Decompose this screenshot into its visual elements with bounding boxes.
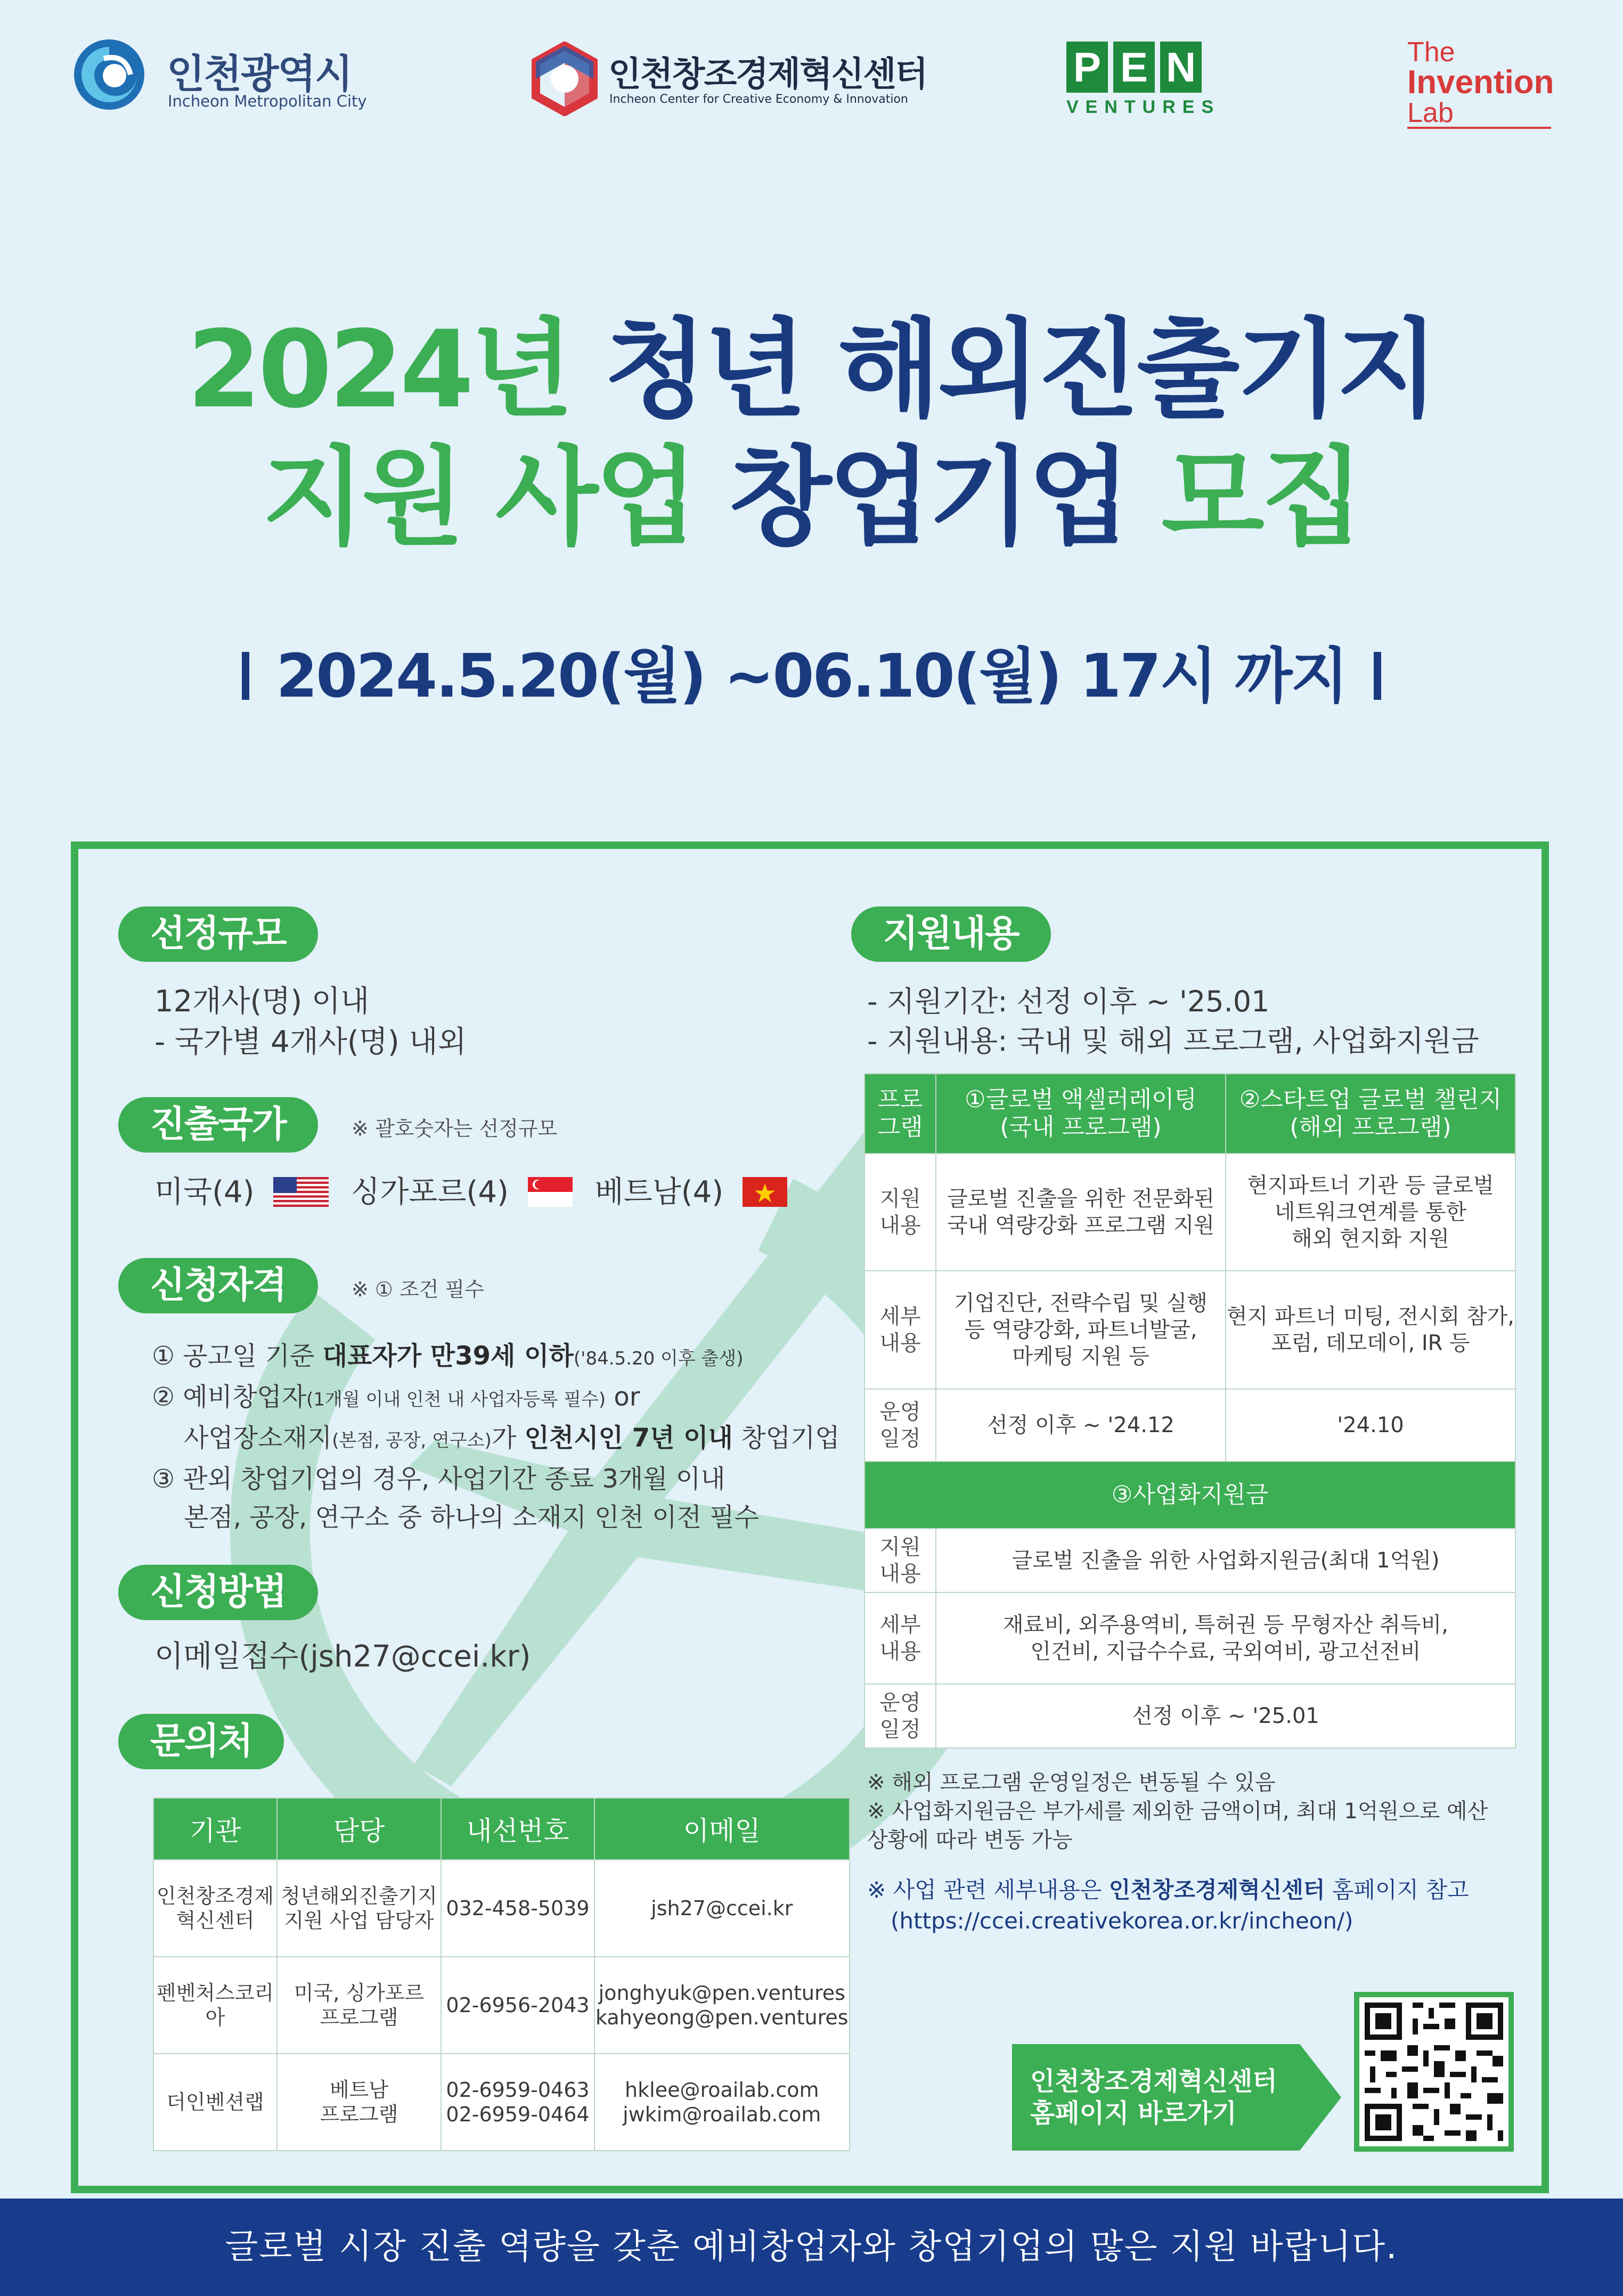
- contact-person: [277, 1957, 441, 2054]
- selection-line1: 12개사(명) 이내: [154, 984, 370, 1019]
- contact-phone: [441, 2054, 594, 2151]
- contact-table-header-row: [153, 1798, 850, 1860]
- reference-emphasis: 인천창조경제혁신센터: [1108, 1877, 1325, 1903]
- support-program-table: [864, 1073, 1516, 1748]
- cell-line: 마케팅 지원 등: [1012, 1344, 1149, 1369]
- cell-line: 지원 사업 담당자: [284, 1909, 434, 1932]
- contact-header-person: 담당: [277, 1798, 441, 1860]
- eligibility-small: (1개월 이내 인천 내 사업자등록 필수): [306, 1389, 606, 1410]
- cell-line: 운영: [879, 1690, 921, 1715]
- button-line: 홈페이지 바로가기: [1030, 2098, 1237, 2128]
- cell-line: 기업진단, 전략수립 및 실행: [954, 1291, 1208, 1315]
- ccei-hexagon-icon: [527, 42, 602, 116]
- title-line2-a: 지원 사업: [262, 436, 695, 560]
- contact-person: [277, 2054, 441, 2151]
- eligibility-text: 창업기업: [732, 1423, 840, 1453]
- footnote-line: 상황에 따라 변동 가능: [867, 1828, 1073, 1852]
- table-row: [864, 1154, 1515, 1271]
- cell-line: 더인벤션랩: [166, 2090, 264, 2114]
- reference-url[interactable]: (https://ccei.creativekorea.or.kr/incheon/): [891, 1908, 1353, 1934]
- cell-line: 등 역량강화, 파트너발굴,: [964, 1318, 1197, 1342]
- table-row: [864, 1389, 1515, 1461]
- program-3-details: [936, 1592, 1515, 1684]
- period-bar-right: [1374, 652, 1381, 700]
- contact-org: [153, 1860, 277, 1957]
- title-line1: 청년 해외진출기지: [570, 308, 1436, 432]
- invention-logo-line: Invention: [1407, 64, 1554, 101]
- table-row: [864, 1592, 1515, 1684]
- table-row: [864, 1271, 1515, 1389]
- contact-table: [153, 1797, 850, 2151]
- reference-line: [867, 1875, 1469, 1906]
- contact-org: [153, 2054, 277, 2151]
- cell-line: 베트남: [329, 2078, 389, 2102]
- country-singapore: 싱가포르(4): [351, 1175, 509, 1210]
- ccei-logo: [527, 42, 932, 121]
- cell-line: 내용: [879, 1639, 921, 1664]
- contact-header-email: 이메일: [594, 1798, 850, 1860]
- email-link[interactable]: kahyeong@pen.ventures: [596, 2006, 849, 2029]
- email-link[interactable]: jonghyuk@pen.ventures: [598, 1981, 845, 2005]
- contact-email[interactable]: [594, 2054, 850, 2151]
- cell-line: 프로: [877, 1086, 923, 1113]
- eligibility-item-3: ③ 관외 창업기업의 경우, 사업기간 종료 3개월 이내: [152, 1464, 725, 1494]
- cell-line: 선정 이후 ~ '24.12: [987, 1413, 1175, 1437]
- table-row: [864, 1684, 1515, 1748]
- cell-line: 포럼, 데모데이, IR 등: [1271, 1331, 1470, 1355]
- section-heading-eligibility: 신청자격: [118, 1258, 318, 1313]
- qr-code[interactable]: [1354, 1992, 1514, 2152]
- eligibility-item-2-cont: [152, 1419, 840, 1460]
- program-1-support: [936, 1154, 1226, 1271]
- table-row: [864, 1529, 1515, 1592]
- cell-line: 지원: [879, 1535, 921, 1559]
- cell-line: 선정 이후 ~ '25.01: [1132, 1704, 1319, 1728]
- contact-phone: [441, 1957, 594, 2054]
- eligibility-emphasis: 인천시인 7년 이내: [524, 1423, 733, 1453]
- contact-header-phone: 내선번호: [441, 1798, 594, 1860]
- cell-line: 02-6959-0464: [446, 2103, 590, 2126]
- eligibility-item-1: [152, 1337, 840, 1378]
- ccei-logo-korean: 인천창조경제혁신센터: [608, 55, 927, 94]
- row-label: [864, 1592, 936, 1684]
- cell-line: (국내 프로그램): [1000, 1114, 1162, 1141]
- support-period: - 지원기간: 선정 이후 ~ '25.01: [867, 985, 1270, 1018]
- cell-line: 프로그램: [320, 2006, 398, 2029]
- footer-banner: 글로벌 시장 진출 역량을 갖춘 예비창업자와 창업기업의 많은 지원 바랍니다.: [0, 2199, 1623, 2296]
- program-2-header: [1226, 1074, 1515, 1154]
- singapore-flag-icon: [528, 1177, 573, 1207]
- contact-person: [277, 1860, 441, 1957]
- button-line: 인천창조경제혁신센터: [1030, 2066, 1277, 2096]
- selection-line2: - 국가별 4개사(명) 내외: [154, 1025, 467, 1059]
- table-row: [153, 2054, 850, 2151]
- cell-line: 프로그램: [320, 2103, 398, 2126]
- contact-email[interactable]: [594, 1860, 850, 1957]
- eligibility-text: 가: [491, 1423, 525, 1453]
- incheon-swirl-icon: [72, 37, 146, 112]
- reference-text: ※ 사업 관련 세부내용은: [867, 1877, 1109, 1903]
- country-usa: 미국(4): [154, 1175, 255, 1210]
- incheon-logo-english: Incheon Metropolitan City: [168, 92, 367, 110]
- program-3-support: [936, 1529, 1515, 1592]
- table-row: [864, 1074, 1515, 1154]
- cell-line: 글로벌 진출을 위한 전문화된: [947, 1187, 1214, 1211]
- country-vietnam: 베트남(4): [594, 1175, 724, 1210]
- period-text: 2024.5.20(월) ~06.10(월) 17시 까지: [276, 642, 1347, 711]
- invention-logo-line: The: [1407, 37, 1455, 68]
- pen-logo-subtitle: VENTURES: [1066, 97, 1221, 117]
- email-link[interactable]: hklee@roailab.com: [625, 2078, 819, 2102]
- ccei-logo-english: Incheon Center for Creative Economy & Innovation: [609, 93, 908, 106]
- cell-line: (해외 프로그램): [1290, 1114, 1451, 1141]
- section-heading-selection: 선정규모: [118, 906, 318, 962]
- countries-note: ※ 괄호숫자는 선정규모: [352, 1117, 558, 1140]
- footnote-line: ※ 해외 프로그램 운영일정은 변동될 수 있음: [867, 1770, 1276, 1795]
- cell-line: 그램: [877, 1114, 923, 1141]
- section-heading-method: 신청방법: [118, 1565, 318, 1620]
- cell-line: 펜벤처스코리아: [156, 1981, 274, 2029]
- cell-line: 현지 파트너 미팅, 전시회 참가,: [1227, 1304, 1514, 1329]
- table-row: [864, 1461, 1515, 1529]
- title-line2-c: 모집: [1161, 436, 1361, 560]
- cell-line: 국내 역량강화 프로그램 지원: [947, 1213, 1214, 1238]
- cell-line: 해외 현지화 지원: [1292, 1227, 1449, 1251]
- section-heading-contact: 문의처: [118, 1714, 284, 1769]
- cell-line: '24.10: [1337, 1413, 1404, 1437]
- cell-line: 운영: [879, 1400, 921, 1424]
- title-year: 2024년: [187, 308, 570, 432]
- section-heading-countries: 진출국가: [118, 1097, 318, 1153]
- cell-line: 청년해외진출기지: [281, 1884, 437, 1908]
- incheon-city-logo: [72, 37, 392, 117]
- homepage-link-button[interactable]: [1012, 2044, 1341, 2151]
- program-1-header: [936, 1074, 1226, 1154]
- support-content: - 지원내용: 국내 및 해외 프로그램, 사업화지원금: [867, 1024, 1479, 1058]
- country-list: [154, 1172, 800, 1213]
- pen-ventures-logo: [1066, 42, 1253, 119]
- row-label: [864, 1154, 936, 1271]
- support-footnotes: [867, 1768, 1488, 1854]
- vietnam-flag-icon: [743, 1177, 787, 1207]
- table-row: [153, 1957, 850, 2054]
- reference-note: [867, 1875, 1469, 1937]
- cell-line: 인건비, 지급수수료, 국외여비, 광고선전비: [1030, 1639, 1421, 1664]
- eligibility-small: ('84.5.20 이후 출생): [573, 1348, 744, 1369]
- eligibility-item-3-cont: 본점, 공장, 연구소 중 하나의 소재지 인천 이전 필수: [184, 1502, 759, 1532]
- program-2-details: [1226, 1271, 1515, 1389]
- email-link[interactable]: jsh27@ccei.kr: [651, 1897, 793, 1920]
- contact-header-org: 기관: [153, 1798, 277, 1860]
- footnote-line: ※ 사업화지원금은 부가세를 제외한 금액이며, 최대 1억원으로 예산: [867, 1799, 1488, 1824]
- program-1-schedule: [936, 1389, 1226, 1461]
- application-period: [0, 628, 1623, 714]
- pen-letter: E: [1113, 42, 1155, 93]
- pen-letter: P: [1066, 42, 1108, 93]
- row-label: [864, 1684, 936, 1748]
- cell-line: 내용: [879, 1331, 921, 1355]
- cell-line: 내용: [879, 1562, 921, 1586]
- usa-flag-icon: [273, 1177, 329, 1207]
- cell-line: 세부: [879, 1613, 921, 1637]
- cell-line: 현지파트너 기관 등 글로벌: [1247, 1173, 1494, 1198]
- reference-text: 홈페이지 참고: [1325, 1877, 1469, 1903]
- cell-line: 지원: [879, 1187, 921, 1211]
- section-heading-support: 지원내용: [851, 906, 1051, 962]
- cell-line: 네트워크연계를 통한: [1274, 1200, 1467, 1224]
- program-1-details: [936, 1271, 1226, 1389]
- eligibility-text: ① 공고일 기준: [152, 1341, 323, 1371]
- cell-line: 일정: [879, 1717, 921, 1742]
- cell-line: 글로벌 진출을 위한 사업화지원금(최대 1억원): [1012, 1548, 1440, 1573]
- eligibility-text: ② 예비창업자: [152, 1382, 307, 1412]
- cell-line: 세부: [879, 1304, 921, 1329]
- eligibility-note: ※ ① 조건 필수: [352, 1278, 484, 1301]
- invention-lab-logo: [1407, 37, 1567, 128]
- cell-line: 재료비, 외주용역비, 특허권 등 무형자산 취득비,: [1003, 1613, 1448, 1637]
- cell-line: 내용: [879, 1213, 921, 1238]
- row-label: [864, 1529, 936, 1592]
- title-line2-b: 창업기업: [695, 436, 1162, 560]
- program-label: [864, 1074, 936, 1154]
- cell-line: 일정: [879, 1426, 921, 1451]
- qr-code-icon: [1359, 1997, 1508, 2146]
- cell-line: ②스타트업 글로벌 챌린지: [1239, 1086, 1502, 1113]
- cell-line: 인천창조경제: [156, 1884, 274, 1908]
- invention-logo-line: Lab: [1407, 99, 1551, 129]
- pen-letter: N: [1160, 42, 1202, 93]
- contact-org: [153, 1957, 277, 2054]
- incheon-logo-korean: 인천광역시: [167, 51, 352, 97]
- email-link[interactable]: jwkim@roailab.com: [623, 2103, 821, 2126]
- program-2-schedule: [1226, 1389, 1515, 1461]
- cell-line: 혁신센터: [176, 1909, 255, 1932]
- cell-line: 미국, 싱가포르: [293, 1981, 425, 2005]
- cell-line: 02-6956-2043: [446, 1993, 590, 2017]
- contact-email[interactable]: [594, 1957, 850, 2054]
- homepage-button-label: [1030, 2065, 1277, 2129]
- period-bar-left: [242, 652, 249, 700]
- row-label: [864, 1389, 936, 1461]
- eligibility-emphasis: 대표자가 만39세 이하: [322, 1341, 574, 1371]
- program-2-support: [1226, 1154, 1515, 1271]
- eligibility-item-2: [152, 1378, 840, 1419]
- program-3-schedule: [936, 1684, 1515, 1748]
- page-title: [0, 306, 1623, 562]
- program-3-header: ③사업화지원금: [864, 1461, 1515, 1529]
- eligibility-list: [152, 1337, 840, 1537]
- eligibility-text: or: [606, 1382, 640, 1412]
- eligibility-small: (본점, 공장, 연구소): [332, 1430, 492, 1451]
- contact-phone: [441, 1860, 594, 1957]
- row-label: [864, 1271, 936, 1389]
- cell-line: 02-6959-0463: [446, 2078, 590, 2102]
- cell-line: 032-458-5039: [446, 1897, 590, 1920]
- eligibility-text: 사업장소재지: [184, 1423, 332, 1453]
- method-text: 이메일접수(jsh27@ccei.kr): [154, 1639, 531, 1674]
- cell-line: ①글로벌 액셀러레이팅: [965, 1086, 1197, 1113]
- table-row: [153, 1860, 850, 1957]
